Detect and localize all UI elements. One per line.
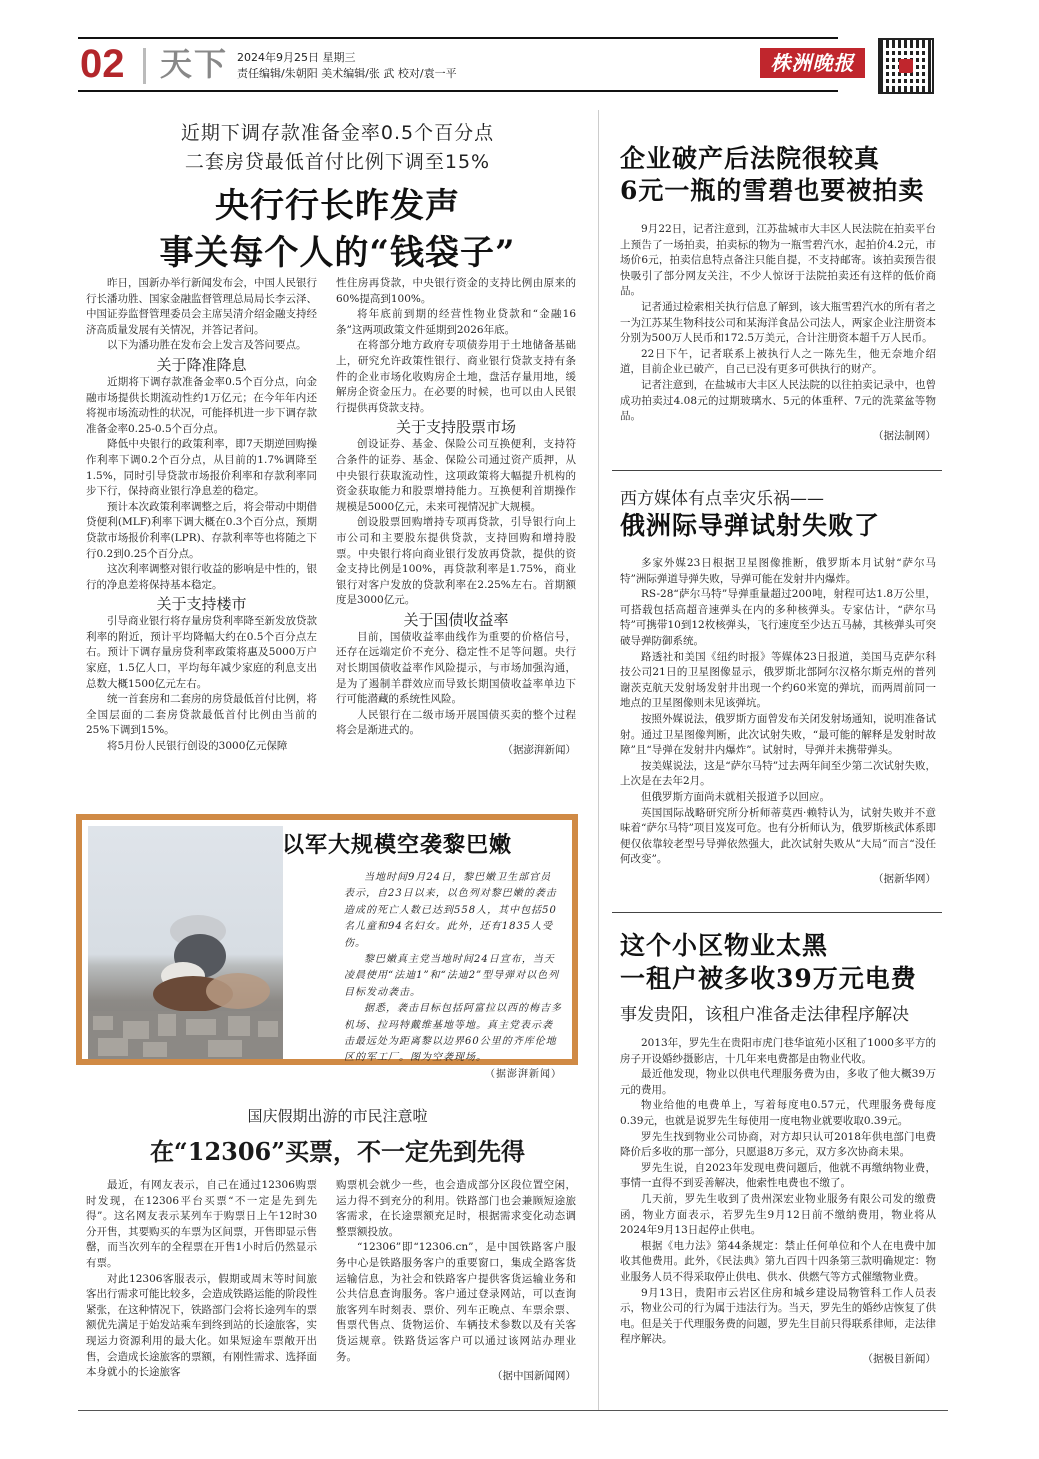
paragraph: 创设证券、基金、保险公司互换便利，支持符合条件的证券、基金、保险公司通过资产质押，从中央银行获取流动性，这项政策将大幅提升机构的资金获取能力和股票增持能力。互换便利首期操作规模是5000亿元，未来可视情况扩大规模。 bbox=[336, 438, 576, 513]
feature-box bbox=[76, 814, 578, 1080]
paragraph: 根据《电力法》第44条规定：禁止任何单位和个人在电费中加收其他费用。此外，《民法典》第九百四十四条第三款明确规定：物业服务人员不得采取停止供电、供水、供燃气等方式催缴物业费。 bbox=[620, 1239, 936, 1283]
paragraph: 性住房再贷款，中央银行资金的支持比例由原来的60%提高到100%。 bbox=[336, 277, 576, 305]
paragraph: 将5月份人民银行创设的3000亿元保障 bbox=[107, 740, 288, 753]
power-body bbox=[620, 1036, 936, 1367]
paragraph: 罗先生找到物业公司协商，对方却只认可2018年供电部门电费降价后多收的那一部分，只愿退8万多元，双方多次协商未果。 bbox=[620, 1130, 936, 1159]
paragraph: “12306”即“12306.cn”，是中国铁路客户服务中心是铁路服务客户的重要窗口，集成全路客货运输信息，为社会和铁路客户提供客货运输业务和公共信息查询服务。客户通过登录网站，可以查询旅客列车时刻表、票价、列车正晚点、车票余票、售票代售点、货物运价、车辆技术参数以及有关客货运规章。铁路货运客户可以通过该网站办理业务。 bbox=[336, 1241, 576, 1363]
bottom-rule bbox=[78, 1410, 948, 1411]
power-headline-2: 一租户被多收39万元电费 bbox=[620, 964, 917, 993]
paragraph: 将年底前到期的经营性物业贷款和“金融16条”这两项政策文件延期到2026年底。 bbox=[336, 308, 576, 336]
section-name: 天下 bbox=[160, 45, 229, 83]
missile-headline: 俄洲际导弹试射失败了 bbox=[620, 511, 881, 540]
paragraph: 对此12306客服表示，假期或周末等时间旅客出行需求可能比较多，会造成铁路运能的阶段性紧张，在这种情况下，铁路部门会将长途列车的票额优先满足于始发站乘车到终到站的长途旅客，实现运力资源利用的最大化。如果短途车票敞开出售，会造成长途旅客的票额，有刚性需求、选择面本身就小的长途旅客 bbox=[86, 1272, 317, 1379]
lead-headline-1: 央行行长昨发声 bbox=[215, 186, 460, 226]
paragraph: 在将部分地方政府专项债券用于土地储备基础上，研究允许政策性银行、商业银行贷款支持有条件的企业市场化收购房企土地，盘活存量用地，缓解房企资金压力。在必要的时候，也可以由人民银行提供再贷款支持。 bbox=[336, 339, 576, 414]
lead-headline-2: 事关每个人的“钱袋子” bbox=[159, 233, 516, 273]
paragraph: 英国国际战略研究所分析师蒂莫西·赖特认为，试射失败并不意味着“萨尔马特”项目岌岌可危。也有分析师认为，俄罗斯核武体系即便仅依靠较老型号导弹依然强大，此次试射失败从“大局”而言“没任何改变”。 bbox=[620, 806, 936, 866]
rail-kicker: 国庆假期出游的市民注意啦 bbox=[247, 1107, 428, 1125]
missile-kicker: 西方媒体有点幸灾乐祸—— bbox=[620, 489, 824, 509]
paragraph: 当地时间9月24日，黎巴嫩卫生部官员表示，自23日以来，以色列对黎巴嫩的袭击造成的死亡人数已达到558人，其中包括50名儿童和94名妇女。此外，还有1835人受伤。 bbox=[344, 872, 557, 949]
paragraph: 引导商业银行将存量房贷利率降至新发放贷款利率的附近，预计平均降幅大约在0.5个百分点左右。预计下调存量房贷利率政策将惠及5000万户家庭，1.5亿人口，平均每年减少家庭的利息支出总数大概1500亿元左右。 bbox=[86, 615, 317, 690]
lead-kicker-1: 近期下调存款准备金率0.5个百分点 bbox=[180, 122, 495, 144]
subhead: 关于支持楼市 bbox=[156, 595, 247, 614]
paragraph: 几天前，罗先生收到了贵州深宏业物业服务有限公司发的缴费函，物业方面表示，若罗先生9月12日前不缴纳费用，物业将从2024年9月13日起停止供电。 bbox=[620, 1192, 936, 1237]
rail-story-header bbox=[80, 1105, 595, 1167]
power-subhead: 事发贵阳，该租户准备走法律程序解决 bbox=[620, 1005, 909, 1025]
paragraph: 罗先生说，自2023年发现电费问题后，他就不再缴纳物业费，事情一直得不到妥善解决，他索性电费也不缴了。 bbox=[620, 1161, 936, 1190]
rail-headline: 在“12306”买票，不一定先到先得 bbox=[149, 1137, 526, 1166]
divider bbox=[612, 912, 942, 913]
divider bbox=[612, 470, 942, 471]
missile-body bbox=[620, 556, 936, 887]
page-number: 02 bbox=[80, 42, 125, 86]
feature-title: 以军大规模空袭黎巴嫩 bbox=[282, 832, 513, 858]
airstrike-photo bbox=[88, 826, 283, 1059]
paragraph: 9月22日，记者注意到，江苏盐城市大丰区人民法院在拍卖平台上预告了一场拍卖，拍卖标的物为一瓶雪碧汽水，起拍价4.2元，市场价6元，拍卖信息特点备注只能自提，不支持邮寄。该拍卖预告很快吸引了部分网友关注，不少人惊讶于法院拍卖还有这样的低价商品。 bbox=[620, 223, 936, 298]
sprite-body bbox=[620, 222, 936, 444]
paragraph: 记者通过检索相关执行信息了解到，该大瓶雪碧汽水的所有者之一为江苏某生物科技公司和某海洋食品公司法人，两家企业注册资本分别为500万人民币和172.5万美元，合计注册资本超千万人民币。 bbox=[620, 300, 936, 345]
paragraph: 2013年，罗先生在贵阳市虎门巷华谊苑小区租了1000多平方的房子开设婚纱摄影店，十几年来电费都是由物业代收。 bbox=[620, 1037, 936, 1065]
subhead: 关于支持股票市场 bbox=[395, 418, 516, 437]
paragraph: 按照外媒说法，俄罗斯方面曾发布关闭发射场通知，说明准备试射。通过卫星图像判断，此次试射失败，“最可能的解释是发射时故障”且“导弹在发射井内爆炸”。试射时，导弹并未携带弹头。 bbox=[620, 712, 936, 757]
source-credit: （据澎湃新闻） bbox=[485, 1068, 562, 1080]
lead-column-1 bbox=[86, 276, 317, 755]
paragraph: 路透社和美国《纽约时报》等媒体23日报道，美国马克萨尔科技公司21日的卫星图像显示，俄罗斯北部阿尔汉格尔斯克州的普列谢茨克航天发射场发射井出现一个约60米宽的弹坑，而两周前同一地点的卫星图像则未见该弹坑。 bbox=[620, 650, 936, 710]
paragraph: 昨日，国新办举行新闻发布会，中国人民银行行长潘功胜、国家金融监督管理总局局长李云泽、中国证券监督管理委员会主席吴清介绍金融支持经济高质量发展有关情况，并答记者问。 bbox=[86, 277, 317, 336]
paragraph: 多家外媒23日根据卫星图像推断，俄罗斯本月试射“萨尔马特”洲际弹道导弹失败，导弹可能在发射井内爆炸。 bbox=[620, 557, 936, 585]
paragraph: 近期将下调存款准备金率0.5个百分点，向金融市场提供长期流动性约1万亿元；在今年年内还将视市场流动性的状况，可能择机进一步下调存款准备金率0.25-0.5个百分点。 bbox=[86, 375, 317, 435]
paragraph: 以下为潘功胜在发布会上发言及答问要点。 bbox=[107, 339, 307, 352]
paragraph: 统一首套房和二套房的房贷最低首付比例，将全国层面的二套房贷款最低首付比例由当前的25%下调到15%。 bbox=[86, 693, 317, 737]
paragraph: 目前，国债收益率曲线作为重要的价格信号，还存在远端定价不充分、稳定性不足等问题。央行对长期国债收益率作风险提示，与市场加强沟通，是为了遏制羊群效应而导致长期国债收益率单边下行可能潜藏的系统性风险。 bbox=[336, 630, 576, 706]
paragraph: 人民银行在二级市场开展国债买卖的整个过程将会是渐进式的。 bbox=[336, 708, 576, 737]
paragraph: 最近他发现，物业以供电代理服务费为由，多收了他大概39万元的费用。 bbox=[620, 1068, 936, 1096]
paragraph: 预计本次政策利率调整之后，将会带动中期借贷便利(MLF)利率下调大概在0.3个百分点，预期贷款市场报价利率(LPR)、存款利率等也将随之下行0.2到0.25个百分点。 bbox=[86, 500, 317, 560]
paragraph: 购票机会就少一些，也会造成部分区段位置空闲，运力得不到充分的利用。铁路部门也会兼顾短途旅客需求，在长途票额充足时，根据需求变化动态调整票额投放。 bbox=[336, 1179, 576, 1238]
top-rule bbox=[78, 37, 838, 39]
airstrike-photo-illustration bbox=[88, 826, 283, 1059]
newspaper-logo: 株洲晚报 bbox=[760, 48, 865, 78]
paragraph: 物业给他的电费单上，写着每度电0.57元，代理服务费每度0.39元，也就是说罗先生每使用一度电物业就要收取0.39元。 bbox=[620, 1099, 936, 1127]
issue-date: 2024年9月25日 星期三 bbox=[237, 51, 356, 64]
paragraph: 最近，有网友表示，自己在通过12306购票时发现，在12306平台买票“不一定是先到先得”。这名网友表示某列车于购票日上午12时30分开售，其要购买的车票为区间票，开售即显示售罄，而当次列车的全程票在开售1小时后仍然显示有票。 bbox=[86, 1179, 317, 1269]
subhead: 关于降准降息 bbox=[156, 355, 247, 374]
rail-column-2 bbox=[336, 1178, 576, 1385]
paragraph: 据悉，袭击目标包括阿富拉以西的梅吉多机场、拉玛特戴维基地等地。真主党表示袭击最远处为距离黎以边界60公里的齐库伦地区的军工厂。图为空袭现场。 bbox=[344, 1003, 562, 1064]
lead-story-header bbox=[80, 118, 595, 274]
lead-column-2 bbox=[336, 276, 576, 759]
column-divider bbox=[598, 110, 599, 1410]
paragraph: 黎巴嫩真主党当地时间24日宣布，当天凌晨使用“法迪1”和“法迪2”型导弹对以色列目标发动袭击。 bbox=[344, 954, 560, 998]
masthead-meta bbox=[237, 50, 457, 82]
power-headline-1: 这个小区物业太黑 bbox=[620, 931, 829, 960]
masthead-bottom-rule bbox=[78, 90, 838, 92]
lead-kicker-2: 二套房贷最低首付比例下调至15% bbox=[184, 151, 491, 173]
paragraph: 记者注意到，在盐城市大丰区人民法院的以往拍卖记录中，也曾成功拍卖过4.08元的过期玻璃水、5元的体重秤、7元的洗菜盆等物品。 bbox=[620, 378, 936, 423]
paragraph: 创设股票回购增持专项再贷款，引导银行向上市公司和主要股东提供贷款，支持回购和增持股票。中央银行将向商业银行发放再贷款，提供的资金支持比例是100%，再贷款利率是1.75%，商业银行对客户发放的贷款利率在2.25%左右。首期额度是3000亿元。 bbox=[336, 516, 576, 607]
source-credit: （据新华网） bbox=[873, 872, 936, 885]
editor-credits: 责任编辑/朱朝阳 美术编辑/张 武 校对/袁一平 bbox=[237, 67, 457, 80]
rail-column-1 bbox=[86, 1178, 317, 1381]
masthead-divider bbox=[143, 48, 146, 84]
subhead: 关于国债收益率 bbox=[403, 610, 509, 629]
paragraph: 降低中央银行的政策利率，即7天期逆回购操作利率下调0.2个百分点，从目前的1.7%调降至1.5%，同时引导贷款市场报价利率和存款利率同步下行，保持商业银行净息差的稳定。 bbox=[86, 438, 317, 498]
paragraph: RS-28“萨尔马特”导弹重量超过200吨，射程可达1.8万公里，可搭载包括高超音速弹头在内的多种核弹头。专家估计，“萨尔马特”可携带10到12枚核弹头，飞行速度至少达五马赫，其核弹头可突破导弹防御系统。 bbox=[620, 588, 936, 647]
sprite-headline-2: 6元一瓶的雪碧也要被拍卖 bbox=[620, 176, 925, 205]
source-credit: （据中国新闻网） bbox=[492, 1370, 576, 1383]
paragraph: 按美媒说法，这是“萨尔马特”过去两年间至少第二次试射失败，上次是在去年2月。 bbox=[620, 759, 936, 788]
paragraph: 但俄罗斯方面尚未就相关报道予以回应。 bbox=[641, 790, 830, 803]
source-credit: （据澎湃新闻） bbox=[502, 744, 576, 757]
qr-code-icon[interactable] bbox=[878, 38, 934, 94]
paragraph: 这次利率调整对银行收益的影响是中性的，银行的净息差将保持基本稳定。 bbox=[86, 563, 317, 591]
source-credit: （据法制网） bbox=[873, 429, 936, 442]
source-credit: （据极目新闻） bbox=[862, 1352, 936, 1365]
feature-body bbox=[344, 870, 562, 1083]
paragraph: 9月13日，贵阳市云岩区住房和城乡建设局物管科工作人员表示，物业公司的行为属于违法行为。当天，罗先生的婚纱店恢复了供电。但是关于代理服务费的问题，罗先生目前只得联系律师，走法律程序解决。 bbox=[620, 1286, 936, 1346]
sprite-headline-1: 企业破产后法院很较真 bbox=[620, 144, 881, 173]
paragraph: 22日下午，记者联系上被执行人之一陈先生，他无奈地介绍道，目前企业已破产，自己已没有更多可供执行的财产。 bbox=[620, 347, 936, 376]
